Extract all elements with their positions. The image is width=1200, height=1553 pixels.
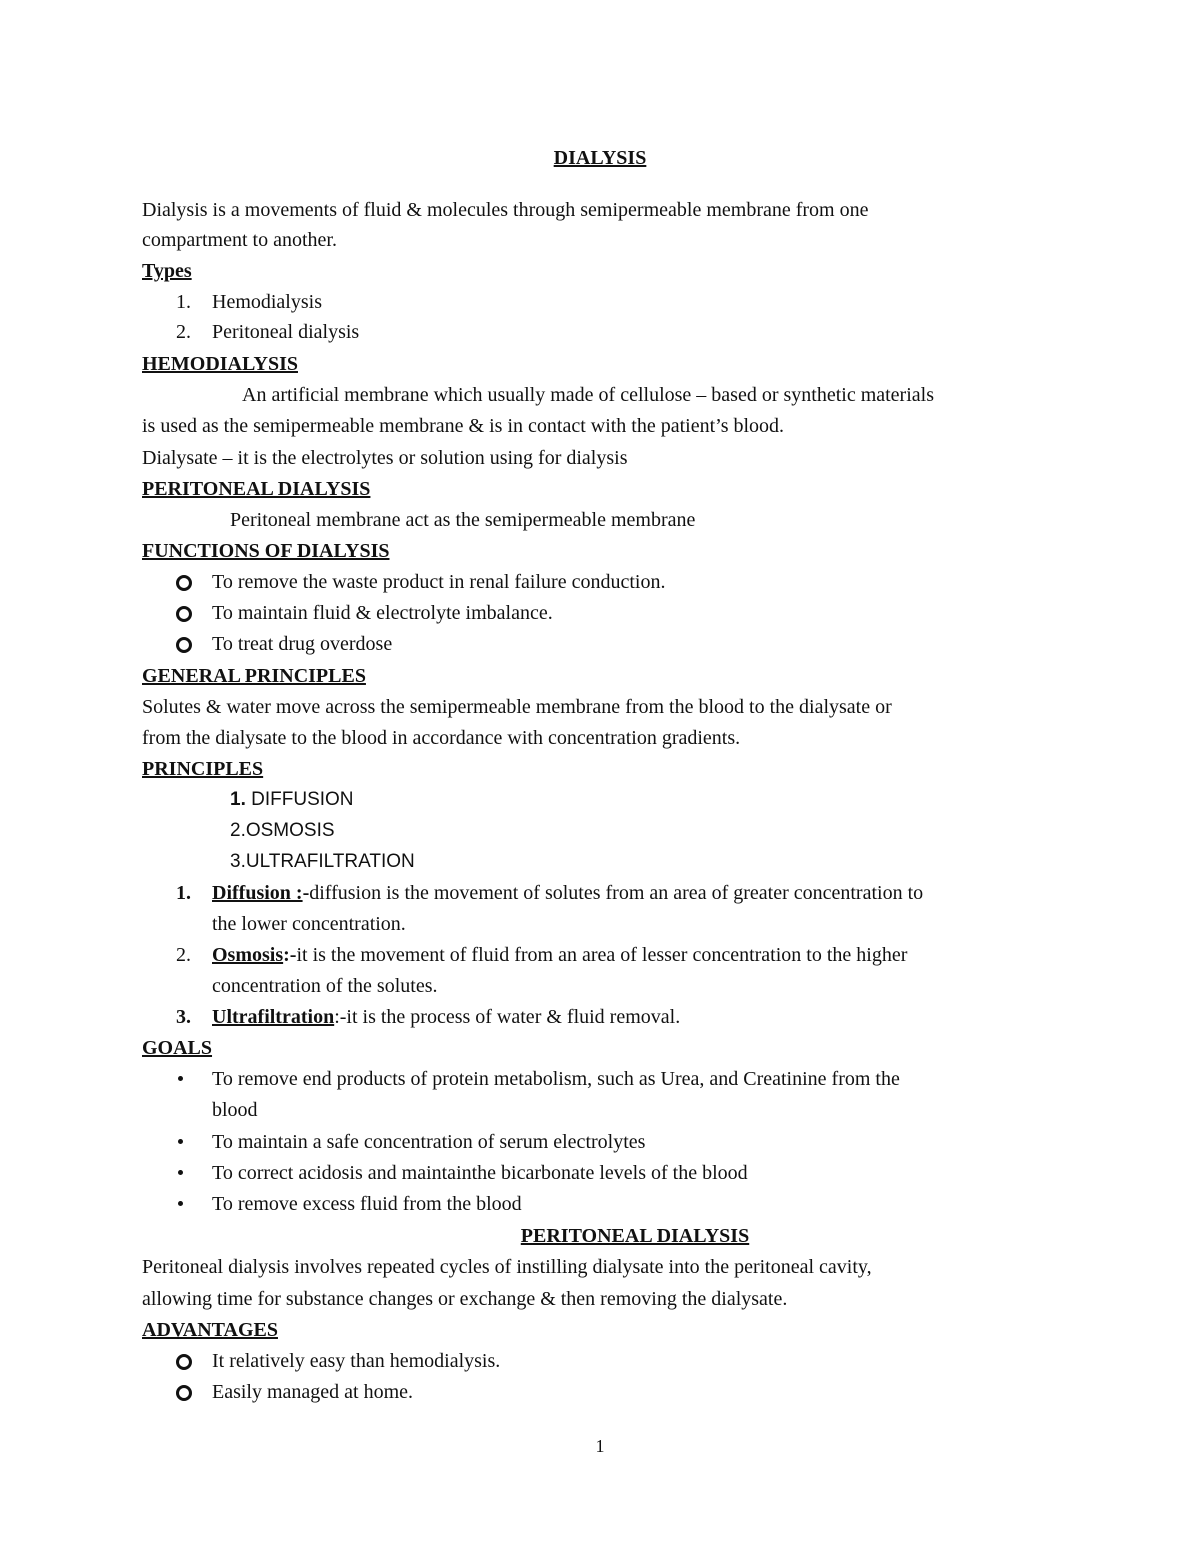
goals-item: To correct acidosis and maintainthe bicarbonate levels of the blood [212, 1162, 748, 1184]
peritoneal-heading: PERITONEAL DIALYSIS [142, 478, 371, 500]
principles-list-number: 1. [230, 789, 246, 810]
intro-line-2: compartment to another. [142, 229, 337, 251]
bullet-dot-icon [178, 1201, 183, 1206]
document-title: DIALYSIS [553, 147, 647, 169]
hemodialysis-line-3: Dialysate – it is the electrolytes or solution using for dialysis [142, 447, 628, 469]
types-item-number: 1. [176, 291, 191, 313]
principle-detail-number: 3. [176, 1006, 191, 1028]
functions-item: To maintain fluid & electrolyte imbalance. [212, 602, 553, 624]
circle-bullet-icon [176, 1354, 192, 1370]
hemodialysis-line-1: An artificial membrane which usually made of cellulose – based or synthetic materials [242, 384, 934, 406]
functions-item: To remove the waste product in renal failure conduction. [212, 571, 666, 593]
principle-definition: diffusion is the movement of solutes from an area of greater concentration to [309, 882, 924, 904]
goals-item: To remove excess fluid from the blood [212, 1193, 522, 1215]
principle-definition: it is the process of water & fluid removal. [346, 1006, 681, 1028]
circle-bullet-icon [176, 575, 192, 591]
bullet-dot-icon [178, 1170, 183, 1175]
types-heading: Types [142, 260, 192, 282]
goals-item: To remove end products of protein metabolism, such as Urea, and Creatinine from the [212, 1068, 900, 1090]
principle-detail-osmosis [212, 943, 907, 967]
principles-heading: PRINCIPLES [142, 758, 264, 780]
general-principles-heading: GENERAL PRINCIPLES [142, 665, 366, 687]
principles-list-item [230, 788, 354, 812]
principle-definition-cont: concentration of the solutes. [212, 975, 438, 997]
bullet-dot-icon [178, 1076, 183, 1081]
hemodialysis-line-2: is used as the semipermeable membrane & is in contact with the patient’s blood. [142, 415, 785, 437]
peritoneal-line: Peritoneal membrane act as the semipermeable membrane [230, 509, 696, 531]
functions-heading: FUNCTIONS OF DIALYSIS [142, 540, 390, 562]
bullet-dot-icon [178, 1139, 183, 1144]
principle-definition-cont: the lower concentration. [212, 913, 406, 935]
peritoneal-dialysis-line-1: Peritoneal dialysis involves repeated cycles of instilling dialysate into the peritoneal cavity, [142, 1256, 872, 1278]
principle-detail-number: 2. [176, 944, 191, 966]
functions-item: To treat drug overdose [212, 633, 393, 655]
goals-item: To maintain a safe concentration of serum electrolytes [212, 1131, 646, 1153]
advantages-item: Easily managed at home. [212, 1381, 414, 1403]
principle-detail-diffusion [212, 881, 923, 905]
peritoneal-dialysis-heading: PERITONEAL DIALYSIS [520, 1225, 750, 1247]
intro-line-1: Dialysis is a movements of fluid & molecules through semipermeable membrane from one [142, 199, 869, 221]
circle-bullet-icon [176, 606, 192, 622]
principle-separator: :- [334, 1006, 347, 1028]
principles-list-text: DIFFUSION [245, 789, 354, 810]
principle-definition: it is the movement of fluid from an area of lesser concentration to the higher [296, 944, 908, 966]
goals-item-cont: blood [212, 1099, 258, 1121]
types-item-number: 2. [176, 321, 191, 343]
principle-term: Diffusion : [212, 882, 303, 904]
advantages-item: It relatively easy than hemodialysis. [212, 1350, 501, 1372]
general-principles-line-1: Solutes & water move across the semipermeable membrane from the blood to the dialysate or [142, 696, 892, 718]
hemodialysis-heading: HEMODIALYSIS [142, 353, 298, 375]
circle-bullet-icon [176, 637, 192, 653]
general-principles-line-2: from the dialysate to the blood in accordance with concentration gradients. [142, 727, 741, 749]
goals-heading: GOALS [142, 1037, 213, 1059]
principle-separator: - [302, 882, 310, 904]
types-item: Hemodialysis [212, 291, 322, 313]
principles-list-item: 3.ULTRAFILTRATION [230, 851, 415, 872]
peritoneal-dialysis-line-2: allowing time for substance changes or exchange & then removing the dialysate. [142, 1288, 788, 1310]
principle-term: Osmosis [212, 944, 284, 966]
page-number: 1 [595, 1436, 605, 1456]
principle-detail-ultrafiltration [212, 1005, 680, 1029]
principle-separator: :- [283, 944, 297, 966]
principle-detail-number: 1. [176, 882, 191, 904]
types-item: Peritoneal dialysis [212, 321, 360, 343]
circle-bullet-icon [176, 1385, 192, 1401]
advantages-heading: ADVANTAGES [142, 1319, 278, 1341]
principles-list-item: 2.OSMOSIS [230, 820, 335, 841]
principle-term: Ultrafiltration [212, 1006, 335, 1028]
